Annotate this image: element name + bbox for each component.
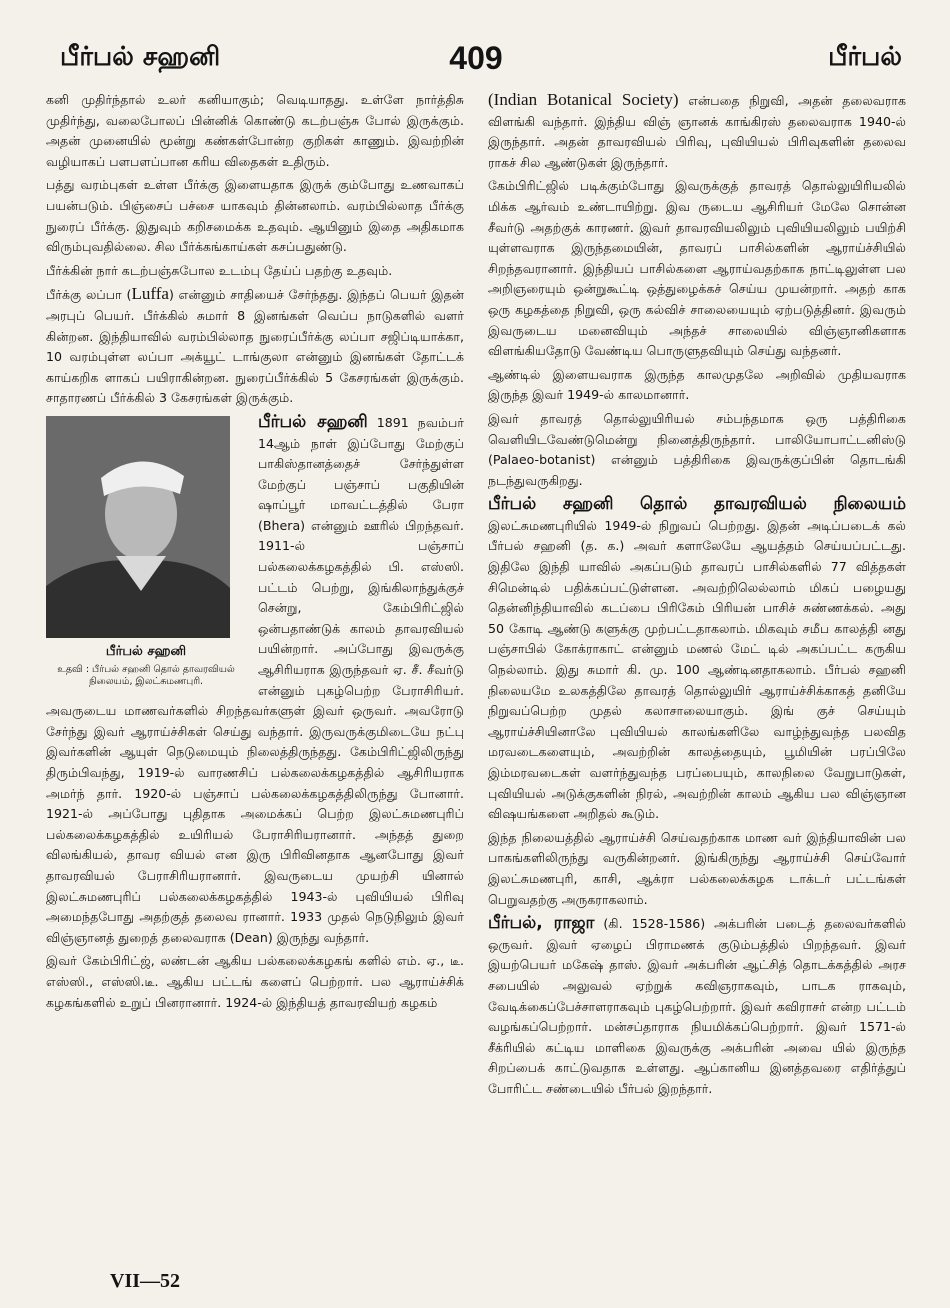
paragraph-luffa: பீர்க்கு லப்பா (Luffa) என்னும் சாதியைச் சேர்ந்தது. இந்தப் பெயர் இதன் அரபுப் பெயர். பீர்க்கில் சுமார் 8 இனங்கள் வெப்ப நாடுகளில் வளர் கின்றன. இந்தியாவில் வரம்பில்லாத நுரைப்பீர்க்கு லப்பா சஜிப்டியாக்கா, 10 வரம்புள்ள லப்பா அக்யூட் டாங்குலா என்னும் இனங்கள் தோட்டக் காய்கறிக ளாகப் பயிராகின்றன. நுரைப்பீர்க்கில் 5 கேசரங்கள் இருக்கும். சாதாரணப் பீர்க்கில் 3 கேசரங்கள் இருக்கும்.	[46, 284, 464, 406]
paragraph-institute: பீர்பல் சஹனி தொல் தாவரவியல் நிலையம் இலட்சுமணபுரியில் 1949-ல் நிறுவப் பெற்றது. இதன் அடிப்படைக் கல் பீர்பல் சஹனி (த. க.) அவர் களாலேயே ஆயத்தம் செய்யப்பட்டது. இதிலே இந்தி யாவில் அகப்படும் தாவரப் பாசில்களில் 77 வித்தகள் சிமென்டில் பதிக்கப்பட்டுள்ளன. அவற்றிலெல்லாம் மிகப் பழையது தென்னிந்தியாவில் கடப்பை பிரிகேம் பிரியன் பாசிச் சுண்ணக்கல். அது 50 கோடி ஆண்டு களுக்கு முற்பட்டதாகலாம். மிகவும் சமீப காலத்தி னது பஞ்சாபில் கோக்ராகாட் என்னும் மணல் மேட் டில் அகப்பட்ட கருகிய நெல்லாம். இது சுமார் கி. மு. 100 ஆண்டினதாகலாம். பீர்பல் சஹனி நிலையமே உலகத்திலே தாவரத் தொல்லுயிர் ஆராய்ச்சிக்காகத் தனியே நிறுவப்பெற்ற முதல் கலாசாலையாகும். இங் குச் செய்யும் ஆராய்ச்சியினாலே புவியியல் காலங்களிலே வாழ்ந்துவந்த பலவித மரவடைகளையும், அவற்றின் காலத்தையும், பூமியின் பரப்பிலே இம்மரவடைகள் வளர்ந்துவந்த பரப்பையும், காலநிலை வேறுபாடுகள், புவியியல் அடுக்குகளின் நிரல், அவற்றின் காலம் ஆகிய பல விஞ்ஞான விஷயங்களை அறிதல் கூடும்.	[488, 494, 906, 822]
entry-heading-institute: பீர்பல் சஹனி தொல் தாவரவியல் நிலையம்	[488, 494, 906, 515]
paragraph-fruit: கனி முதிர்ந்தால் உலர் கனியாகும்; வெடியாதது. உள்ளே நார்த்திசு முதிர்ந்து, வலைபோலப் பின்னிக் கொண்டு கடற்பஞ்சு போல் இருக்கும். அதன் முனையில் மூன்று கண்கள்போன்ற குறிகள் காணும். இவற்றின் வழியாகப் பளபளப்பான கரிய விதைகள் உதிரும்.	[46, 92, 464, 169]
portrait-caption: பீர்பல் சஹனி	[105, 643, 187, 659]
paragraph-birbal-sahni: பீர்பல் சஹனி 1891 நவம்பர் 14ஆம் நாள் இப்போது மேற்குப் பாகிஸ்தானத்தைச் சேர்ந்துள்ள மேற்குப் பஞ்சாப் பகுதியின் ஷாப்பூர் மாவட்டத்தில் பேரா (Bhera) என்னும் ஊரில் பிறந்தவர். 1911-ல் பஞ்சாப் பல்கலைக்கழகத்தில் பி. எஸ்ஸி. பட்டம் பெற்று, இங்கிலாந்துக்குச் சென்று, கேம்பிரிட்ஜில் ஒன்பதாண்டுக் காலம் தாவரவியல் பயின்றார். அப்போது இவருக்கு ஆசிரியராக இருந்தவர் ஏ. சீ. சீவர்டு என்னும் புகழ்பெற்ற பேராசிரியர். அவருடைய மாணவர்களில் சிறந்தவர்களுள் இவர் ஒருவர். அவரோடு சேர்ந்து இவர் ஆராய்ச்சிகள் செய்து வந்தார். இருவருக்குமிடையே நட்பு இவர்களின் ஆயுள் நெடுமையும் நிலைத்திருந்தது. கேம்பிரிட்ஜிலிருந்து திரும்பிவந்து, 1919-ல் வாரணசிப் பல்கலைக்கழகத்தில் ஆசிரியராக அமர்ந் தார். 1920-ல் பஞ்சாப் பல்கலைக்கழகத்திலிருந்து போனார். 1921-ல் அப்போது புதிதாக அமைக்கப் பெற்ற இலட்சுமணபுரிப் பல்கலைக்கழகத்தில் உயிரியல் பேராசிரியரானார். அந்தத் துறை விலங்கியல், தாவர வியல் என இரு பிரிவினதாக ஆனபோது இவர் தாவரவியல் பேராசிரியரானார். இவருடைய முயற்சி யினால் இலட்சுமணபுரிப் பல்கலைக்கழகத்தில் 1943-ல் புவியியல் பிரிவு அமைந்தபோது அதற்குத் தலைவ ரானார். 1933 முதல் நெடுநிலும் இவர் விஞ்ஞானத் துறைத் தலைவராக (Dean) இருந்து வந்தார்.	[46, 411, 464, 945]
left-column	[46, 90, 464, 1103]
portrait-credit: உதவி : பீர்பல் சஹனி தொல் தாவரவியல் நிலையம், இலட்சுமணபுரி.	[57, 663, 235, 688]
running-head-right: பீர்பல்	[828, 42, 902, 72]
paragraph-society: (Indian Botanical Society) என்பதை நிறுவி, அதன் தலைவராக விளங்கி வந்தார். இந்திய விஞ் ஞானக் காங்கிரஸ் தலைவராக 1940-ல் இருந்தார். அதன் தாவரவியல் பிரிவு, புவியியல் பிரிவுகளின் தலைவ ராகச் சில ஆண்டுகள் இருந்தார்.	[488, 90, 907, 170]
entry-heading-birbal-sahni: பீர்பல் சஹனி	[258, 411, 368, 432]
paragraph-journal: இவர் தாவரத் தொல்லுயிரியல் சம்பந்தமாக ஒரு பத்திரிகை வெளியிடவேண்டுமென்று நினைத்திருந்தார். பாலியோபாட்டனிஸ்டு (Palaeo-botanist) என்னும் பத்திரிகை இவருக்குப்பின் தொடங்கி நடந்துவருகிறது.	[488, 410, 906, 488]
portrait-photo	[46, 416, 230, 638]
body-columns	[46, 90, 906, 1103]
paragraph-fibre: பீர்க்கின் நார் கடற்பஞ்சுபோல உடம்பு தேய்ப் பதற்கு உதவும்.	[46, 262, 393, 278]
page-header	[46, 40, 906, 80]
portrait-illustration	[46, 416, 230, 638]
page-number: 409	[449, 40, 503, 76]
paragraph-paleobotany: கேம்பிரிட்ஜில் படிக்கும்போது இவருக்குத் தாவரத் தொல்லுயிரியலில் மிக்க ஆர்வம் உண்டாயிற்று. இவ ருடைய ஆசிரியர் மேலே சொன்ன சீவர்டு அதற்குக் காரணர். இவர் தாவரவியலிலும் புவியியலிலும் பயிற்சி யுள்ளவராக இருந்தமையின், தாவரப் பாசில்களின் ஆராய்ச்சியில் சிறந்தவரானார். இந்தியப் பாசில்களை ஆராய்வதற்காக நாட்டிலுள்ள பல அறிஞரையும் ஒன்றுகூட்டி ஒத்துழைக்கச் செய்ய முயன்றார். அதற் காக ஒரு கழகத்தை நிறுவி, ஒரு கல்விச் சாலையையும் ஏற்படுத்தினர். இவரும் இவருடைய மனைவியும் அந்தச் சாலையில் விஞ்ஞானிகளாக விளங்கியதோடு வேண்டிய பொருளுதவியும் செய்து வந்தனர்.	[488, 178, 906, 359]
paragraph-raja-birbal: பீர்பல், ராஜா (கி. 1528-1586) அக்பரின் படைத் தலைவர்களில் ஒருவர். இவர் ஏழைப் பிராமணக் குடும்பத்தில் பிறந்தவர். இவர் இயற்பெயர் மகேஷ் தாஸ். இவர் அக்பரின் ஆட்சித் தொடக்கத்தில் அரச சபையில் அலுவல் ஏற்றுக் கவிஞராகவும், பாடக ராகவும், வேடிக்கைப்பேச்சாளராகவும் புகழ்பெற்றார். இவர் கவிராசர் என்ற பட்டம் வழங்கப்பெற்றார். மன்சப்தாராக நியமிக்கப்பெற்றார். இவர் 1571-ல் சீக்ரியில் கட்டிய மாளிகை இவருக்கு அக்பரின் அவை யில் இருந்த சிறப்பைக் காட்டுவதாக உள்ளது. ஆப்கானிய இனத்தவரை எதிர்த்துப் போரிட்ட சண்டையில் பீர்பல் இறந்தார்.	[488, 913, 906, 1096]
right-column	[488, 90, 906, 1103]
running-head-left: பீர்பல் சஹனி	[60, 42, 221, 72]
paragraph-death: ஆண்டில் இளையவராக இருந்த காலமுதலே அறிவில் முதியவராக இருந்த இவர் 1949-ல் காலமானார்.	[488, 366, 906, 403]
entry-heading-raja-birbal: பீர்பல், ராஜா	[488, 913, 595, 934]
luffa-latin: Luffa	[131, 284, 169, 304]
society-latin: (Indian Botanical Society)	[488, 90, 679, 109]
portrait-figure	[46, 416, 246, 689]
paragraph-students: இந்த நிலையத்தில் ஆராய்ச்சி செய்வதற்காக மாண வர் இந்தியாவின் பல பாகங்களிலிருந்து வருகின்றனர். இங்கிருந்து ஆராய்ச்சி செய்வோர் இலட்சுமணபுரி, காசி, ஆக்ரா பல்கலைக்கழக டாக்டர் பட்டங்கள் பெறுவதற்கு அருகராகலாம்.	[488, 829, 906, 907]
paragraph-degrees: இவர் கேம்பிரிட்ஜ், லண்டன் ஆகிய பல்கலைக்கழகங் களில் எம். ஏ., டீ. எஸ்ஸி., எஸ்ஸி.டீ. ஆகிய பட்டங் களைப் பெற்றார். பல ஆராய்ச்சிக் கழகங்களில் உறுப் பினரானார். 1924-ல் இந்தியத் தாவரவியற் கழகம்	[46, 953, 464, 1010]
volume-signature: VII—52	[110, 1270, 181, 1292]
paragraph-edible: பத்து வரம்புகள் உள்ள பீர்க்கு இளையதாக இருக் கும்போது உணவாகப் பயன்படும். பிஞ்சைப் பச்சை யாகவும் தின்னலாம். வரம்பில்லாத பீர்க்கு நுரைப் பீர்க்கு. இதுவும் கறிசமைக்க உதவும். ஆயினும் இதை அதிகமாக விரும்புவதில்லை. சில பீர்க்கங்காய்கள் கசப்பதுண்டு.	[46, 177, 464, 255]
